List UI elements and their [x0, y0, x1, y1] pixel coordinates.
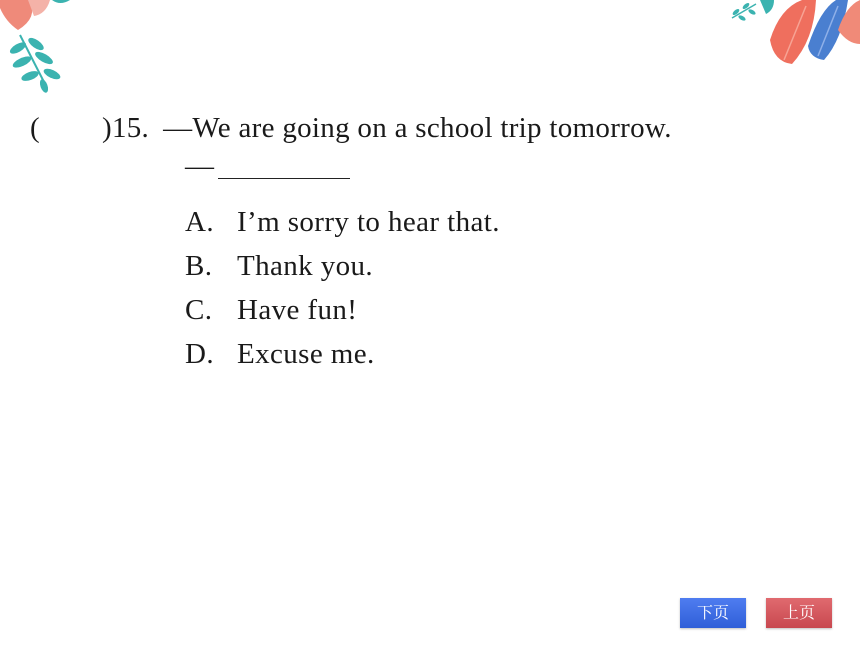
answer-line	[185, 150, 350, 183]
answer-dash: —	[185, 150, 214, 182]
question-prompt: —We are going on a school trip tomorrow.	[163, 112, 672, 144]
option-text: I’m sorry to hear that.	[237, 206, 500, 238]
option-text: Have fun!	[237, 294, 358, 326]
leaf-decoration-top-right	[730, 0, 860, 72]
answer-paren-open: (	[30, 112, 40, 144]
question-line	[30, 112, 672, 145]
option-a	[185, 200, 500, 244]
option-text: Thank you.	[237, 250, 374, 282]
answer-blank	[218, 177, 350, 179]
option-text: Excuse me.	[237, 338, 375, 370]
option-letter: C.	[185, 294, 213, 326]
option-b	[185, 244, 500, 288]
option-letter: D.	[185, 338, 214, 370]
option-letter: A.	[185, 206, 214, 238]
previous-page-button[interactable]: 上页	[766, 598, 832, 628]
option-letter: B.	[185, 250, 213, 282]
question-number: 15.	[111, 112, 150, 144]
answer-paren-close: )	[101, 112, 112, 144]
leaf-decoration-top-left	[0, 0, 80, 95]
option-c	[185, 288, 500, 332]
option-d	[185, 332, 500, 376]
option-list	[185, 200, 500, 376]
next-page-button[interactable]: 下页	[680, 598, 746, 628]
